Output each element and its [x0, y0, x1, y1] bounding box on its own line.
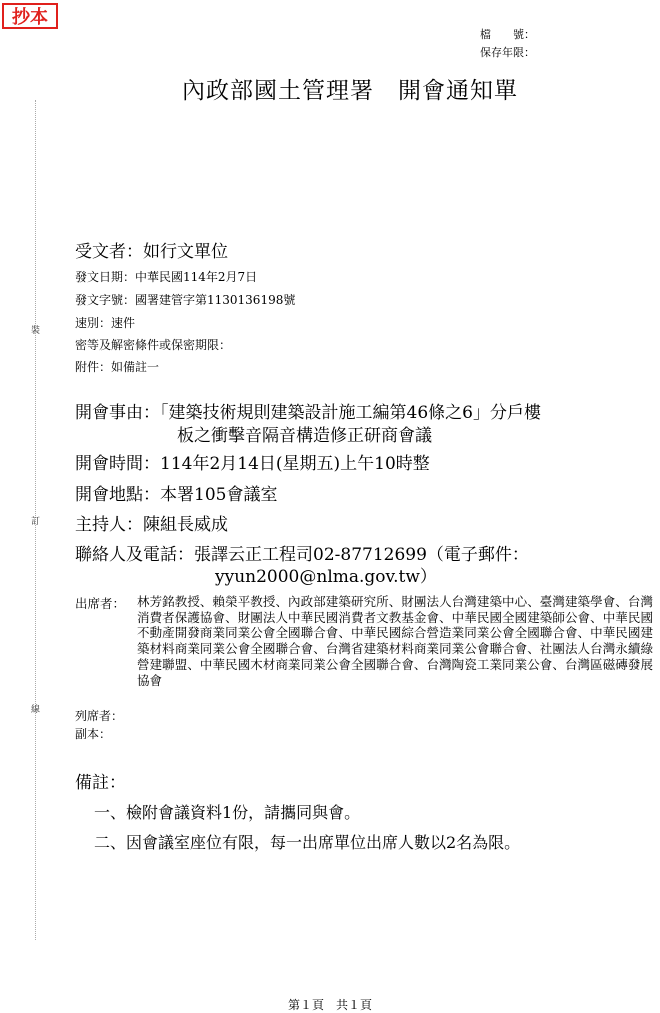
meeting-subject: 開會事由：「建築技術規則建築設計施工編第46條之6」分戶樓: [75, 403, 541, 423]
attendees-label: 出席者：: [75, 596, 126, 611]
attachment: 附件：如備註一: [75, 360, 160, 374]
margin-mark-line: 線: [31, 705, 41, 715]
margin-mark-bind: 裝: [31, 326, 41, 336]
meeting-subject-continued: 板之衝擊音隔音構造修正研商會議: [177, 426, 432, 446]
note-item: 一、檢附會議資料1份，請攜同與會。: [94, 803, 361, 822]
observers-label: 列席者：: [75, 709, 124, 723]
page-number: 第１頁 共１頁: [287, 998, 372, 1012]
meeting-place: 開會地點：本署105會議室: [75, 485, 278, 505]
meeting-time: 開會時間：114年2月14日(星期五)上午10時整: [75, 454, 430, 474]
contact-person: 聯絡人及電話：張譯云正工程司02-87712699（電子郵件：: [75, 545, 529, 565]
file-number-label: 檔 號：: [480, 28, 535, 41]
document-title: 內政部國土管理署 開會通知單: [182, 78, 518, 104]
document-number: 發文字號：國署建管字第1130136198號: [75, 293, 296, 307]
recipient: 受文者：如行文單位: [75, 242, 228, 262]
notes-heading: 備註：: [75, 773, 126, 793]
note-item: 二、因會議室座位有限，每一出席單位出席人數以2名為限。: [94, 833, 521, 852]
secrecy-level: 密等及解密條件或保密期限：: [75, 338, 232, 352]
attendees-list: 林芳銘教授、賴榮平教授、內政部建築研究所、財團法人台灣建築中心、臺灣建築學會、台灣消費者保護協會、財團法人中華民國消費者文教基金會、中華民國全國建築師公會、中華民國不動產開發商業同業公會全國聯合會、中華民國綜合營造業同業公會全國聯合會、中華民國建築材料商業同業公會全國聯合會、台灣省建築材料商業同業公會聯合會、社團法人台灣永續綠營建聯盟、中華民國木材商業同業公會全國聯合會、台灣陶瓷工業同業公會、台灣區磁磚發展協會: [137, 594, 653, 688]
issue-date: 發文日期：中華民國114年2月7日: [75, 270, 258, 284]
copy-stamp: 抄本: [2, 3, 58, 29]
retention-period-label: 保存年限：: [480, 46, 535, 59]
copies-label: 副本：: [75, 727, 112, 741]
delivery-speed: 速別：速件: [75, 316, 136, 330]
margin-mark-staple: 訂: [31, 517, 41, 527]
meeting-host: 主持人：陳組長威成: [75, 515, 228, 535]
contact-email: yyun2000@nlma.gov.tw）: [215, 567, 437, 587]
